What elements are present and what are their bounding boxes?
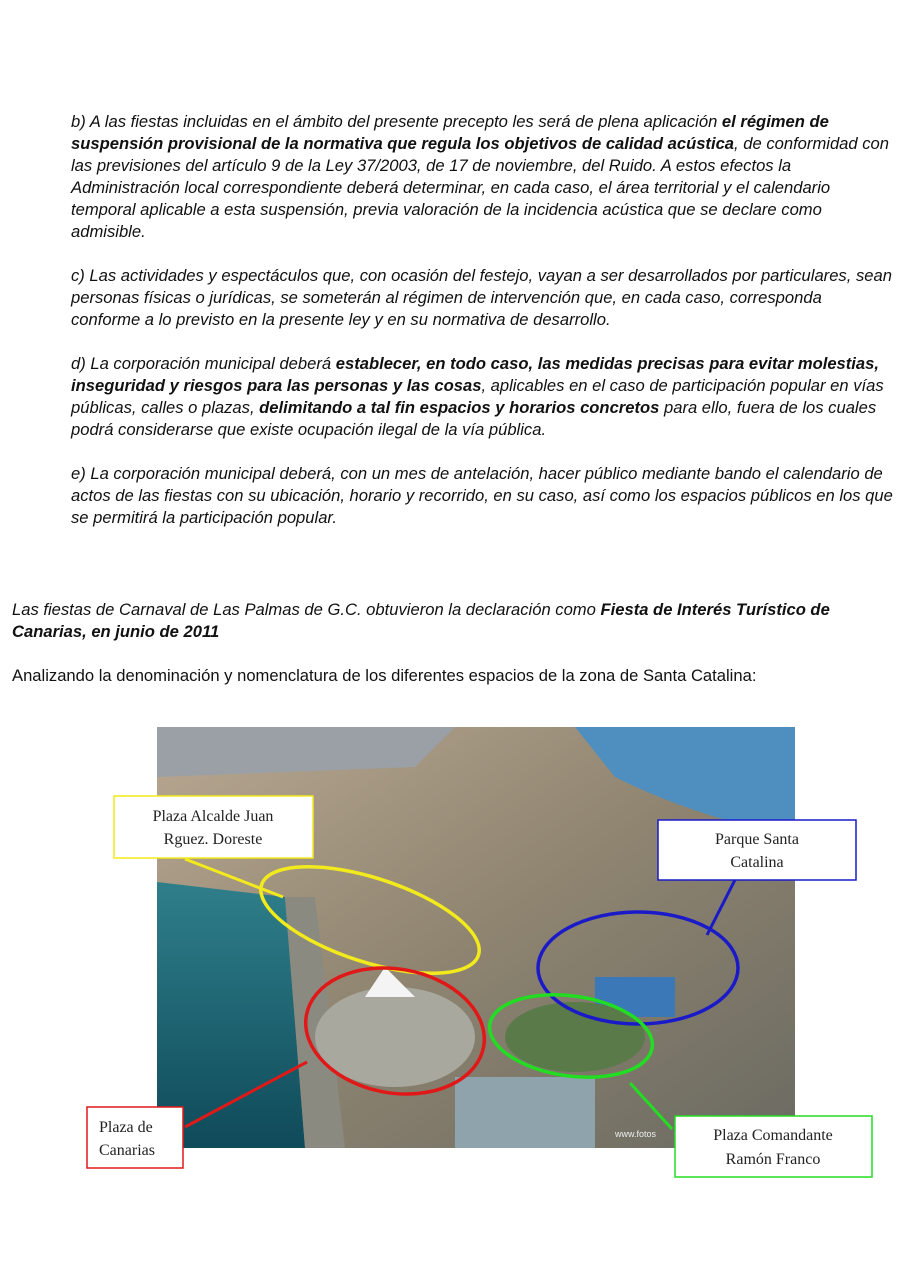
indented-paragraphs bbox=[71, 111, 893, 551]
paragraph-c bbox=[71, 265, 893, 331]
label-line: Rguez. Doreste bbox=[163, 831, 263, 848]
label-line: Catalina bbox=[730, 854, 784, 871]
bold-text: el régimen de suspensión provisional de la normativa que regula los objetivos de calidad acústica bbox=[71, 112, 829, 153]
label-line: Plaza de bbox=[99, 1119, 153, 1136]
santa-catalina-aerial-figure bbox=[55, 697, 905, 1207]
carnaval-bold: Fiesta de Interés Turístico de Canarias, en junio de 2011 bbox=[12, 600, 830, 641]
text-run: e) La corporación municipal deberá, con un mes de antelación, hacer público mediante bando el calendario de actos de las fiestas con su ubicación, horario y recorrido, en su caso, así como los espacios públicos en los que se permitirá la participación popular. bbox=[71, 464, 893, 527]
body-text bbox=[12, 599, 892, 709]
label-line: Plaza Alcalde Juan bbox=[152, 808, 274, 825]
text-run: c) Las actividades y espectáculos que, con ocasión del festejo, vayan a ser desarrollados por particulares, sean personas físicas o jurídicas, se someterán al régimen de intervención que, en cada caso, corresponda conforme a lo previsto en la presente ley y en su normativa de desarrollo. bbox=[71, 266, 892, 329]
label-line: Parque Santa bbox=[715, 831, 799, 848]
label-line: Ramón Franco bbox=[725, 1151, 821, 1168]
label-line: Canarias bbox=[99, 1142, 155, 1159]
label-parque-santa-catalina bbox=[658, 820, 856, 880]
analysis-paragraph: Analizando la denominación y nomenclatura de los diferentes espacios de la zona de Santa Catalina: bbox=[12, 666, 757, 685]
carnaval-lead: Las fiestas de Carnaval de Las Palmas de G.C. obtuvieron la declaración como bbox=[12, 600, 601, 619]
photo-watermark: www.fotos bbox=[615, 1129, 657, 1139]
paragraph-b bbox=[71, 111, 893, 243]
paragraph-d bbox=[71, 353, 893, 441]
text-run: b) A las fiestas incluidas en el ámbito del presente precepto les será de plena aplicación bbox=[71, 112, 722, 131]
text-run: d) La corporación municipal deberá bbox=[71, 354, 336, 373]
bold-text: establecer, en todo caso, las medidas precisas para evitar molestias, inseguridad y riesgos para las personas y las cosas bbox=[71, 354, 879, 395]
label-plaza-canarias bbox=[87, 1107, 183, 1168]
text-run: , de conformidad con las previsiones del artículo 9 de la Ley 37/2003, de 17 de noviembre, del Ruido. A estos efectos la Administración local correspondiente deberá determinar, en cada caso, el área territorial y el calendario temporal aplicable a esta suspensión, previa valoración de la incidencia acústica que se declare como admisible. bbox=[71, 134, 889, 241]
paragraph-e bbox=[71, 463, 893, 529]
label-plaza-alcalde bbox=[114, 796, 313, 858]
label-plaza-comandante bbox=[675, 1116, 872, 1177]
label-line: Plaza Comandante bbox=[713, 1127, 833, 1144]
text-run: , aplicables en el caso de participación popular en vías públicas, calles o plazas, bbox=[71, 376, 884, 417]
text-run: para ello, fuera de los cuales podrá considerarse que existe ocupación ilegal de la vía pública. bbox=[71, 398, 877, 439]
bold-text: delimitando a tal fin espacios y horarios concretos bbox=[259, 398, 660, 417]
carnaval-paragraph bbox=[12, 599, 892, 643]
